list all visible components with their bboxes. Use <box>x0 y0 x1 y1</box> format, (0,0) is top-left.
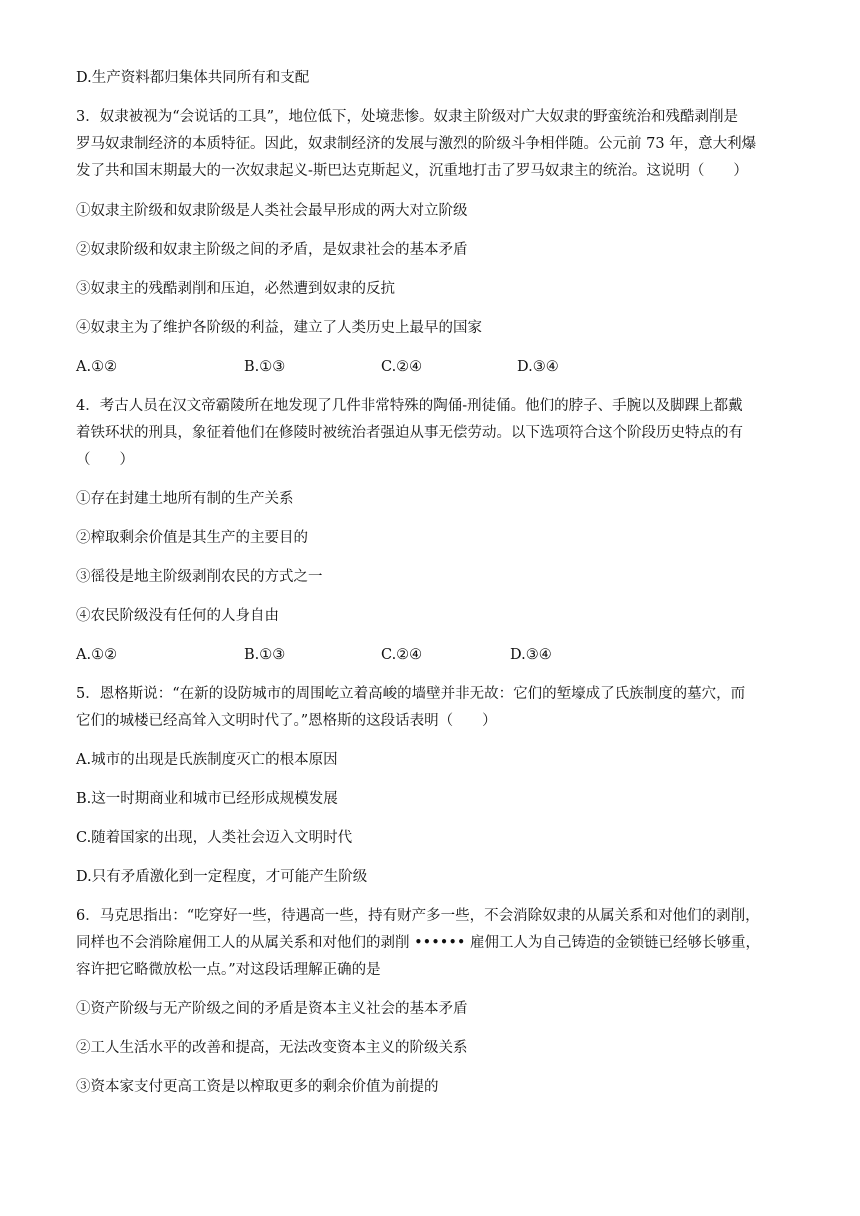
q6-stem-line-1: 6．马克思指出：“吃穿好一些，待遇高一些，持有财产多一些，不会消除奴隶的从属关系和对他们的剥削， <box>76 908 760 924</box>
q3-stem-line-1: 3．奴隶被视为“会说话的工具”，地位低下，处境悲惨。奴隶主阶级对广大奴隶的野蛮统治和残酷剥削是 <box>76 109 739 125</box>
q4-item-4: ④农民阶级没有任何的人身自由 <box>76 608 279 624</box>
q4-item-2: ②榨取剩余价值是其生产的主要目的 <box>76 530 308 546</box>
q3-option-d: D.③④ <box>517 359 559 375</box>
q3-item-3: ③奴隶主的残酷剥削和压迫，必然遭到奴隶的反抗 <box>76 281 395 297</box>
q5-option-a: A.城市的出现是氏族制度灭亡的根本原因 <box>76 752 338 768</box>
q3-stem-line-2: 罗马奴隶制经济的本质特征。因此，奴隶制经济的发展与激烈的阶级斗争相伴随。公元前 73 年，意大利爆 <box>76 136 757 152</box>
q3-stem-line-3: 发了共和国末期最大的一次奴隶起义-斯巴达克斯起义，沉重地打击了罗马奴隶主的统治。这说明（ ） <box>76 163 748 179</box>
q4-option-b: B.①③ <box>244 647 286 663</box>
q4-stem-line-3: （ ） <box>76 452 134 468</box>
q3-option-c: C.②④ <box>381 359 423 375</box>
q2-option-d: D.生产资料都归集体共同所有和支配 <box>76 70 310 86</box>
q3-item-2: ②奴隶阶级和奴隶主阶级之间的矛盾，是奴隶社会的基本矛盾 <box>76 242 468 258</box>
q6-item-1: ①资产阶级与无产阶级之间的矛盾是资本主义社会的基本矛盾 <box>76 1001 468 1017</box>
q3-option-b: B.①③ <box>244 359 286 375</box>
q4-option-c: C.②④ <box>381 647 423 663</box>
q4-option-d: D.③④ <box>510 647 552 663</box>
q4-stem-line-1: 4．考古人员在汉文帝霸陵所在地发现了几件非常特殊的陶俑-刑徒俑。他们的脖子、手腕以及脚踝上都戴 <box>76 398 743 414</box>
q4-stem-line-2: 着铁环状的刑具，象征着他们在修陵时被统治者强迫从事无偿劳动。以下选项符合这个阶段历史特点的有 <box>76 425 743 441</box>
q3-option-a: A.①② <box>76 359 118 375</box>
q6-item-3: ③资本家支付更高工资是以榨取更多的剩余价值为前提的 <box>76 1079 439 1095</box>
q4-option-a: A.①② <box>76 647 118 663</box>
q5-stem-line-1: 5．恩格斯说：“在新的设防城市的周围屹立着高峻的墙壁并非无故：它们的堑壕成了氏族制度的墓穴，而 <box>76 686 746 702</box>
q6-item-2: ②工人生活水平的改善和提高，无法改变资本主义的阶级关系 <box>76 1040 468 1056</box>
q4-item-3: ③徭役是地主阶级剥削农民的方式之一 <box>76 569 323 585</box>
q6-stem-line-2: 同样也不会消除雇佣工人的从属关系和对他们的剥削 •••••• 雇佣工人为自己铸造的金锁链已经够长够重， <box>76 935 761 951</box>
q6-stem-line-3: 容许把它略微放松一点。”对这段话理解正确的是 <box>76 962 381 978</box>
q4-item-1: ①存在封建土地所有制的生产关系 <box>76 491 294 507</box>
q5-option-c: C.随着国家的出现，人类社会迈入文明时代 <box>76 830 353 846</box>
q5-option-d: D.只有矛盾激化到一定程度，才可能产生阶级 <box>76 869 368 885</box>
q5-option-b: B.这一时期商业和城市已经形成规模发展 <box>76 791 338 807</box>
q5-stem-line-2: 它们的城楼已经高耸入文明时代了。”恩格斯的这段话表明（ ） <box>76 713 497 729</box>
q3-item-4: ④奴隶主为了维护各阶级的利益，建立了人类历史上最早的国家 <box>76 320 482 336</box>
q3-item-1: ①奴隶主阶级和奴隶阶级是人类社会最早形成的两大对立阶级 <box>76 203 468 219</box>
